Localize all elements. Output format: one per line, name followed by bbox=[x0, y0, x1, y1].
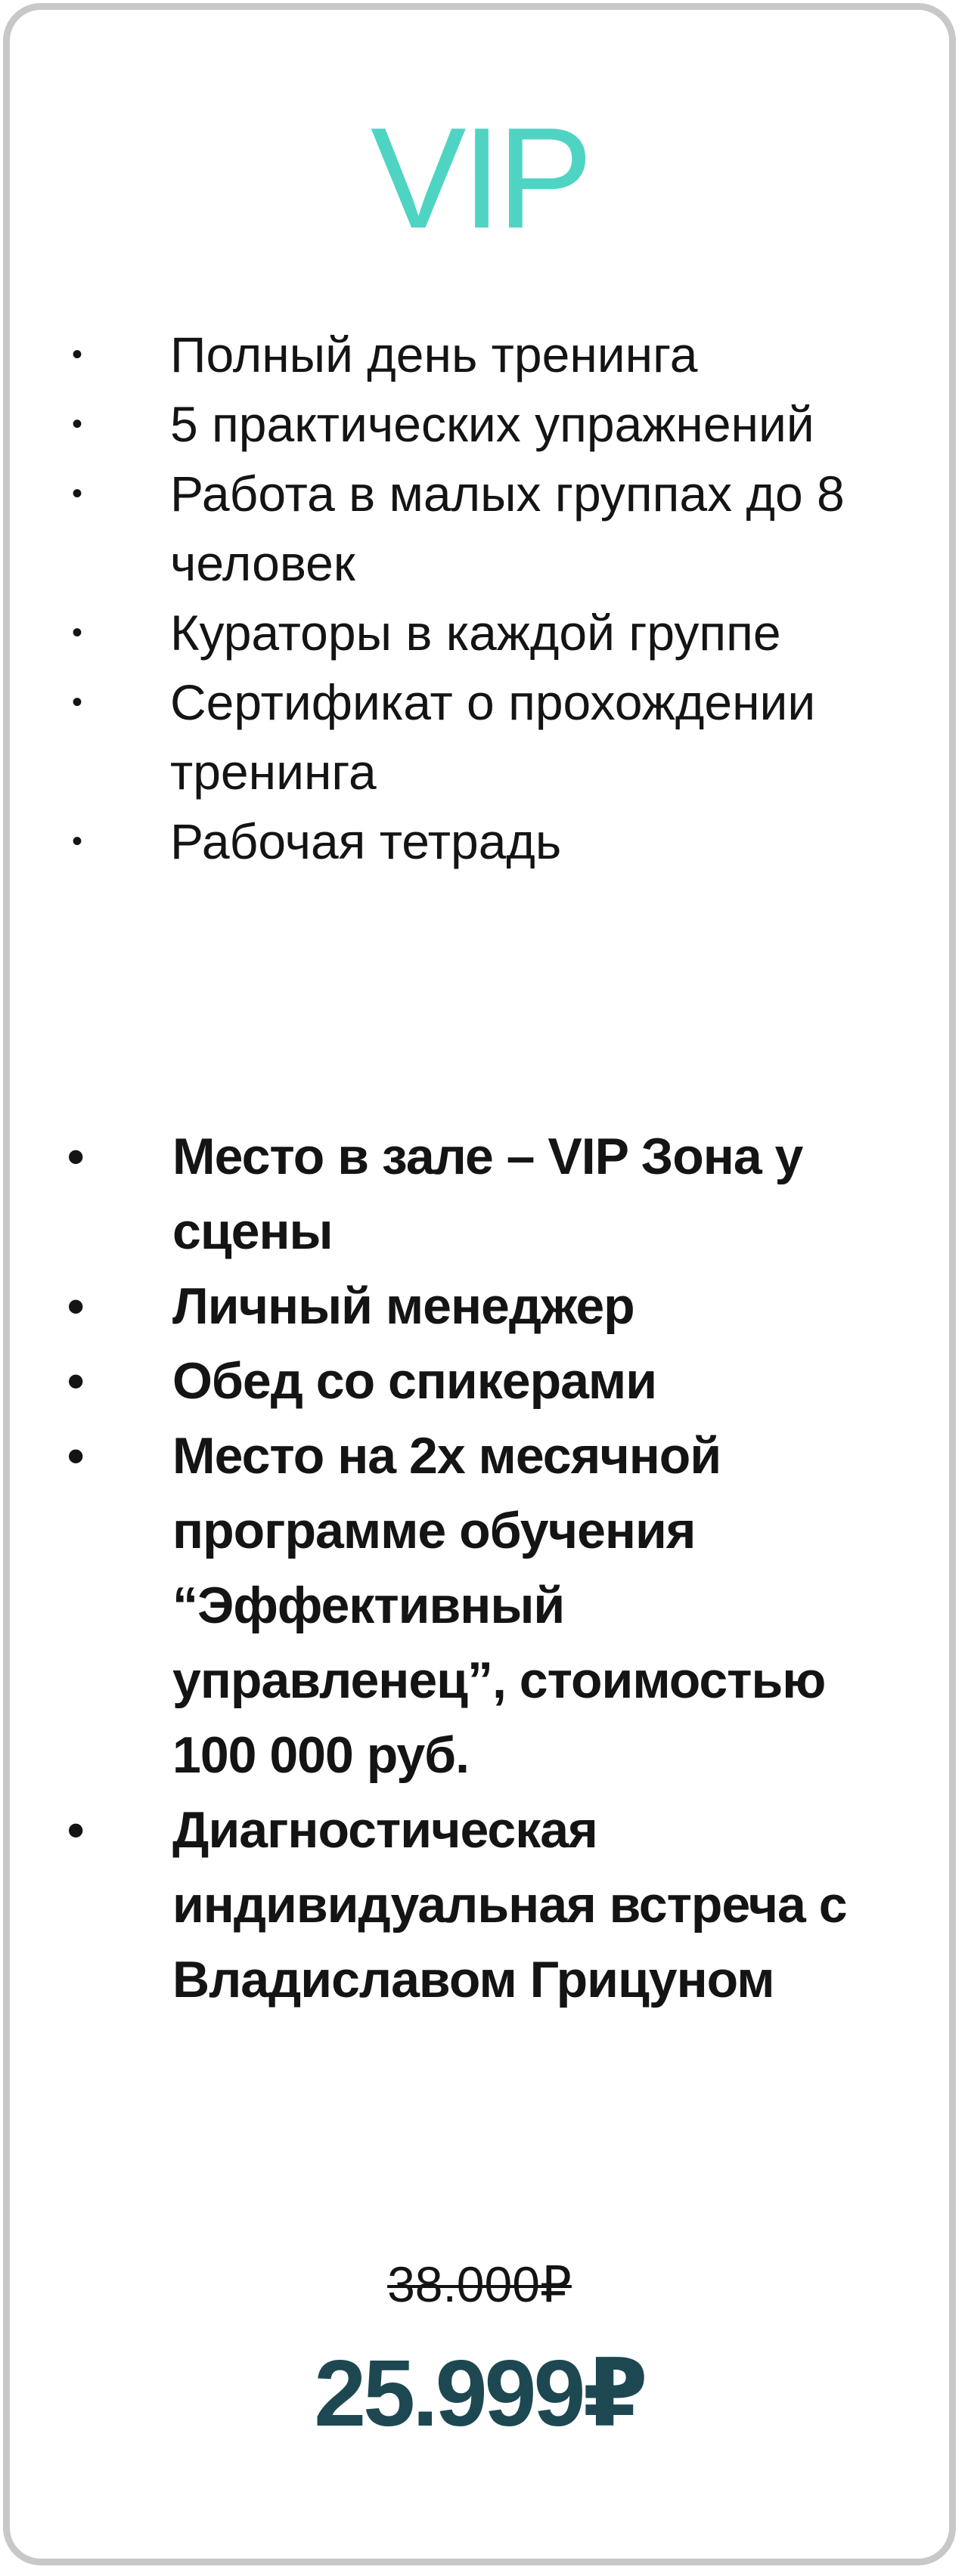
feature-text: Полный день тренинга bbox=[170, 327, 698, 382]
feature-item bbox=[55, 459, 887, 598]
extra-text: Личный менеджер bbox=[172, 1277, 634, 1335]
bullet-icon: • bbox=[72, 477, 83, 510]
old-price: 38.000₽ bbox=[387, 2256, 572, 2312]
feature-item bbox=[55, 389, 887, 459]
extra-text: Место на 2х месячной программе обучения “Эффективный управленец”, стоимостью 100 000 руб. bbox=[172, 1427, 826, 1784]
extra-text: Обед со спикерами bbox=[172, 1352, 657, 1410]
bullet-icon: • bbox=[67, 1279, 84, 1333]
bullet-icon: • bbox=[67, 1803, 84, 1857]
extra-item bbox=[55, 1269, 895, 1344]
feature-text: Сертификат о прохождении тренинга bbox=[170, 674, 816, 800]
extra-item bbox=[55, 1344, 895, 1419]
feature-item bbox=[55, 598, 887, 667]
vip-extras-list bbox=[55, 1119, 895, 2017]
extra-text: Место в зале – VIP Зона у сцены bbox=[172, 1128, 803, 1260]
bullet-icon: • bbox=[67, 1129, 84, 1184]
feature-text: Рабочая тетрадь bbox=[170, 813, 562, 869]
feature-item bbox=[55, 320, 887, 389]
bullet-icon: • bbox=[67, 1429, 84, 1483]
vip-plan-card bbox=[3, 3, 956, 2565]
bullet-icon: • bbox=[72, 616, 83, 649]
feature-item bbox=[55, 807, 887, 876]
bullet-icon: • bbox=[67, 1354, 84, 1408]
feature-text: Работа в малых группах до 8 человек bbox=[170, 466, 845, 591]
feature-item bbox=[55, 667, 887, 807]
extra-item bbox=[55, 1119, 895, 1269]
feature-text: 5 практических упражнений bbox=[170, 396, 814, 452]
extra-item bbox=[55, 1419, 895, 1793]
extra-text: Диагностическая индивидуальная встреча с Владиславом Грицуном bbox=[172, 1801, 847, 2008]
current-price: 25.999₽ bbox=[314, 2342, 645, 2446]
bullet-icon: • bbox=[72, 407, 83, 441]
bullet-icon: • bbox=[72, 825, 83, 858]
features-list bbox=[55, 320, 887, 876]
bullet-icon: • bbox=[72, 338, 83, 371]
feature-text: Кураторы в каждой группе bbox=[170, 605, 781, 661]
plan-title: VIP bbox=[370, 98, 589, 259]
bullet-icon: • bbox=[72, 686, 83, 719]
extra-item bbox=[55, 1793, 895, 2017]
